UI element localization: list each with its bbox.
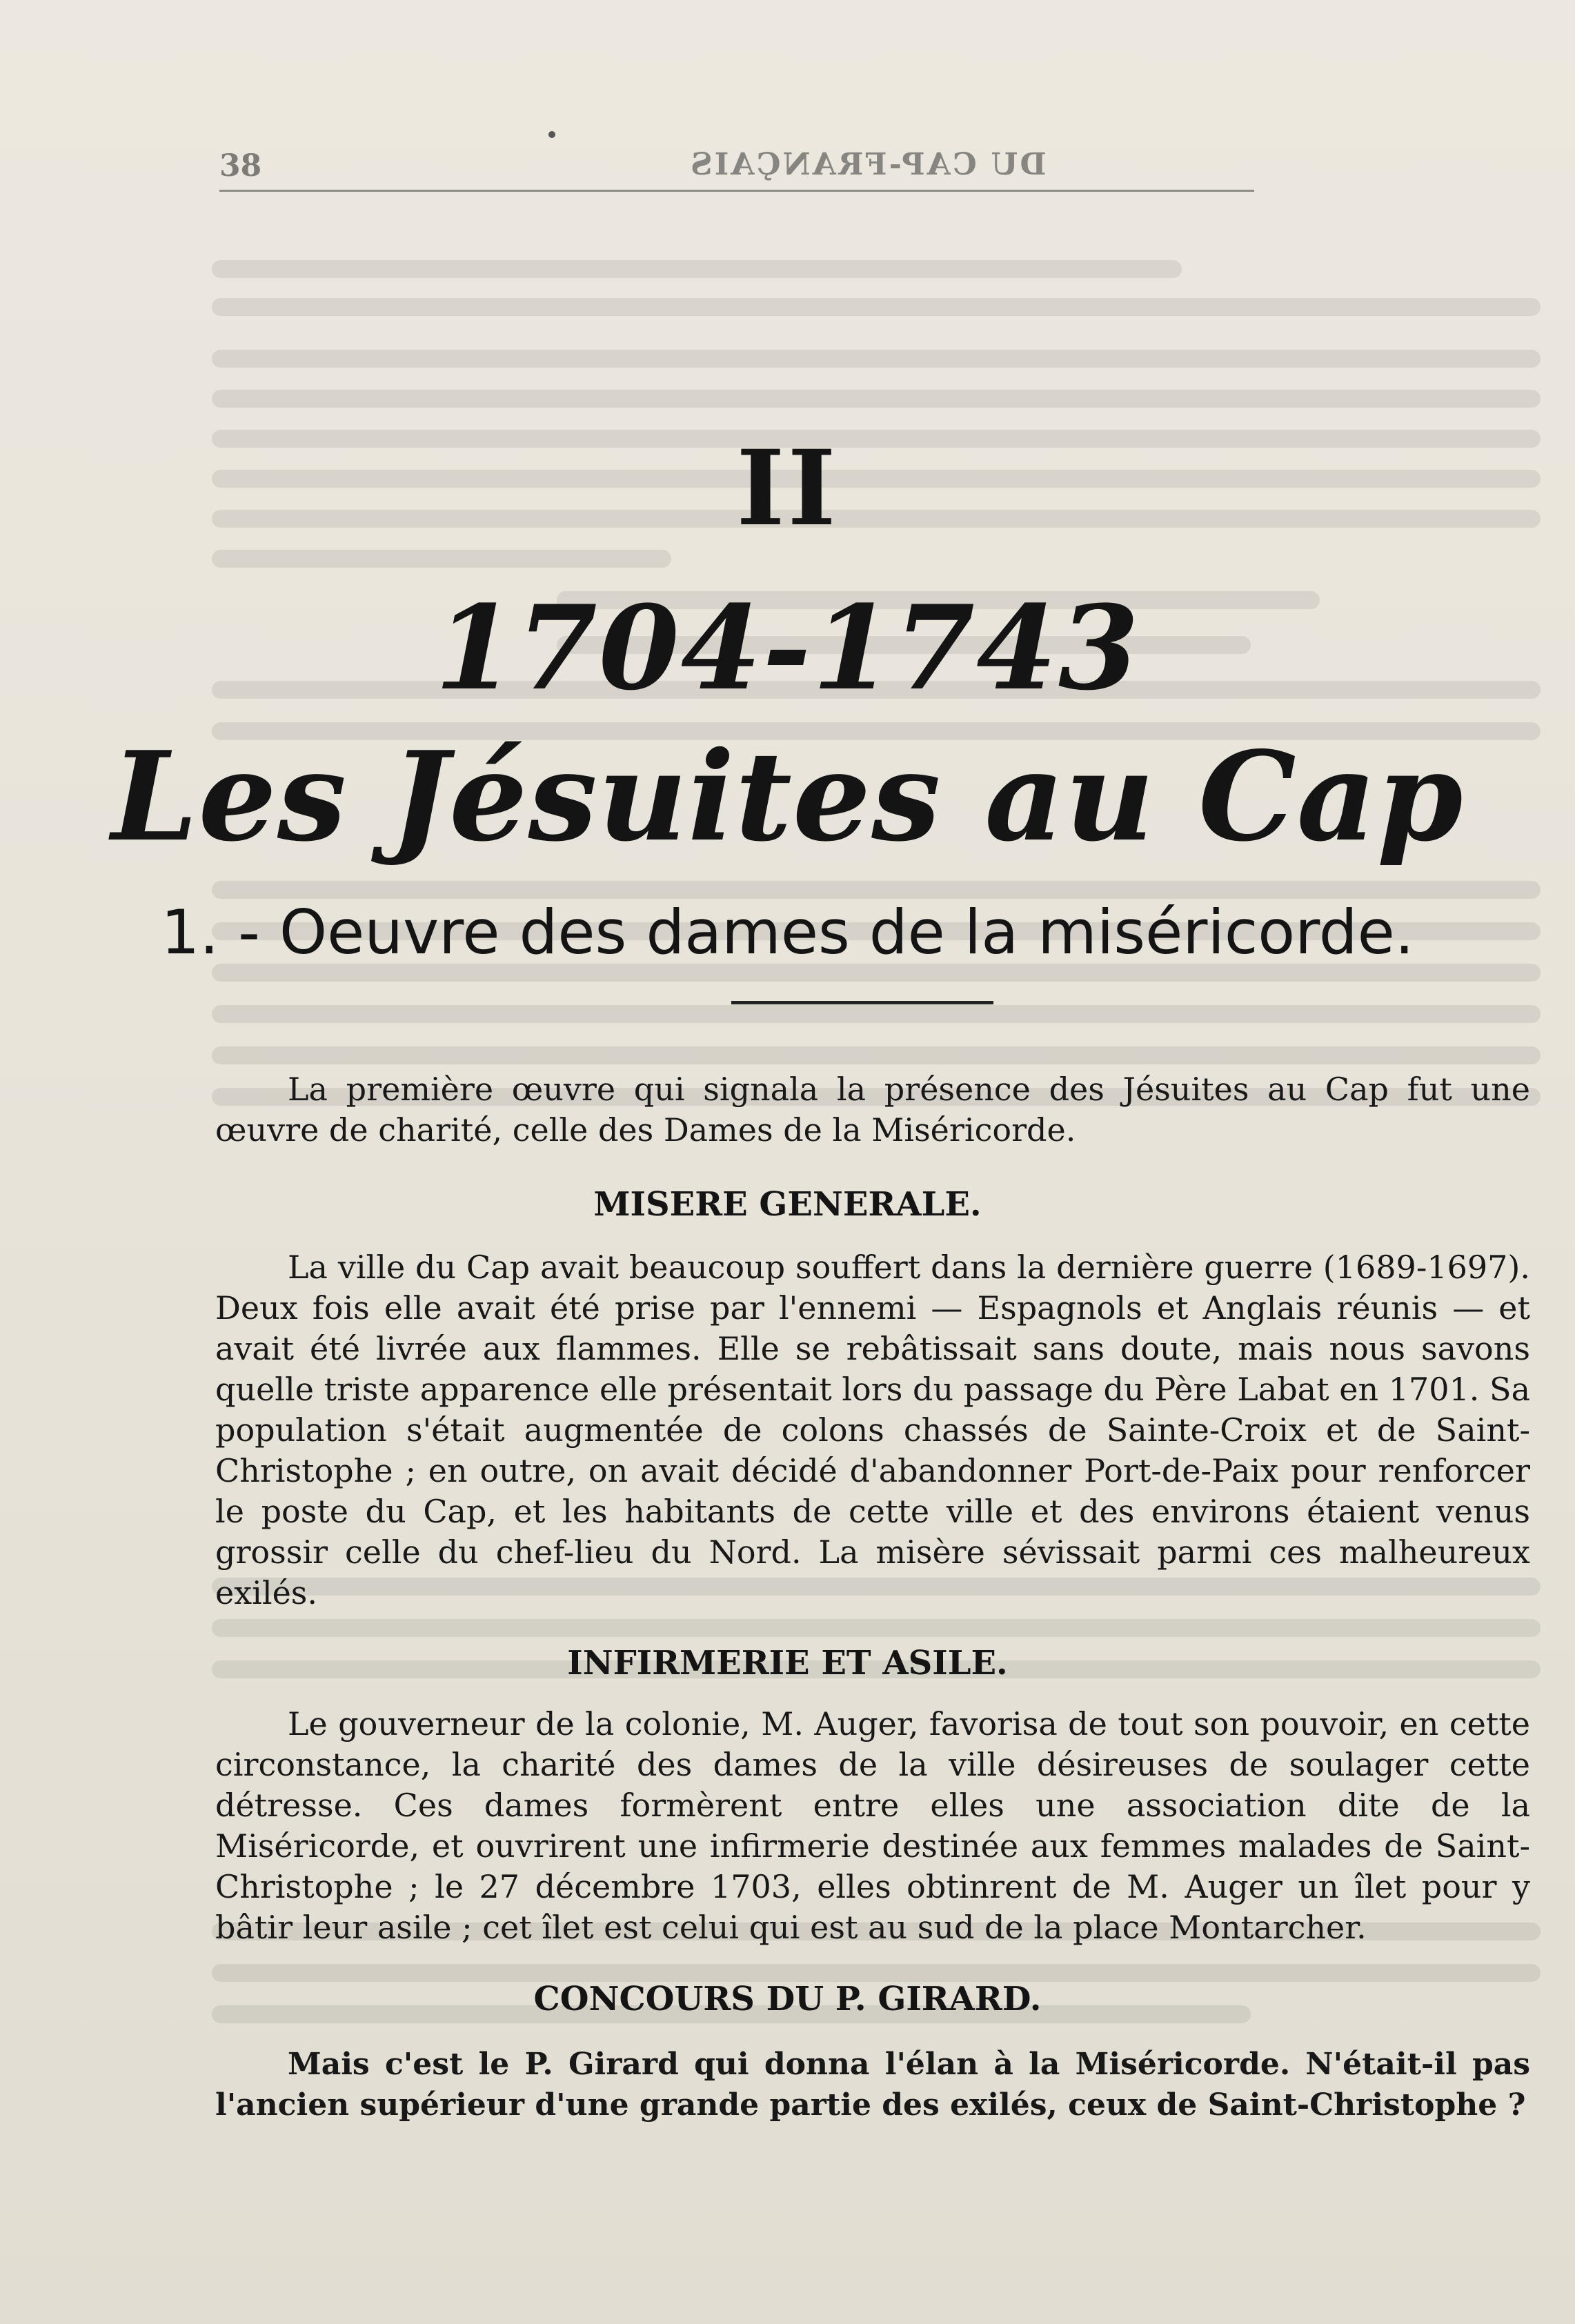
running-head-title: DU CAP-FRANÇAIS bbox=[689, 147, 1047, 182]
chapter-title: Les Jésuites au Cap bbox=[111, 724, 1464, 868]
section-title: 1. - Oeuvre des dames de la miséricorde. bbox=[161, 897, 1414, 968]
paragraph-concours: Mais c'est le P. Girard qui donna l'élan à la Miséricorde. N'était-il pas l'ancien supérieur d'une grande partie des exilés, ceux de Saint-Christophe ? bbox=[215, 2047, 1530, 2123]
subheading-concours: CONCOURS DU P. GIRARD. bbox=[533, 1980, 1042, 2018]
ink-speck bbox=[548, 131, 555, 138]
title-underline bbox=[731, 1001, 993, 1004]
chapter-years: 1704-1743 bbox=[435, 579, 1140, 716]
chapter-number: II bbox=[736, 428, 839, 549]
page-number: 38 bbox=[219, 148, 262, 183]
running-head bbox=[219, 141, 1254, 192]
paragraph-misere: La ville du Cap avait beaucoup souffert dans la dernière guerre (1689-1697). Deux fois elle avait été prise par l'ennemi — Espagnols et Anglais réunis — et avait été livrée aux flammes. Elle se rebâtissait sans doute, mais nous savons quelle triste apparence elle présentait lors du passage du Père Labat en 1701. Sa population s'était augmentée de colons chassés de Sainte-Croix et de Saint-Christophe ; en outre, on avait décidé d'abandonner Port-de-Paix pour renforcer le poste du Cap, et les habitants de cette ville et des environs étaient venus grossir celle du chef-lieu du Nord. La misère sévissait parmi ces malheureux exilés. bbox=[215, 1249, 1530, 1611]
subheading-misere: MISERE GENERALE. bbox=[593, 1185, 982, 1224]
subheading-infirmerie: INFIRMERIE ET ASILE. bbox=[567, 1644, 1008, 1682]
paragraph-infirmerie: Le gouverneur de la colonie, M. Auger, favorisa de tout son pouvoir, en cette circonstance, la charité des dames de la ville désireuses de soulager cette détresse. Ces dames formèrent entre elles une association dite de la Miséricorde, et ouvrirent une infirmerie destinée aux femmes malades de Saint-Christophe ; le 27 décembre 1703, elles obtinrent de M. Auger un îlet pour y bâtir leur asile ; cet îlet est celui qui est au sud de la place Montarcher. bbox=[215, 1705, 1530, 1946]
intro-paragraph: La première œuvre qui signala la présence des Jésuites au Cap fut une œuvre de charité, celle des Dames de la Miséricorde. bbox=[215, 1071, 1530, 1149]
